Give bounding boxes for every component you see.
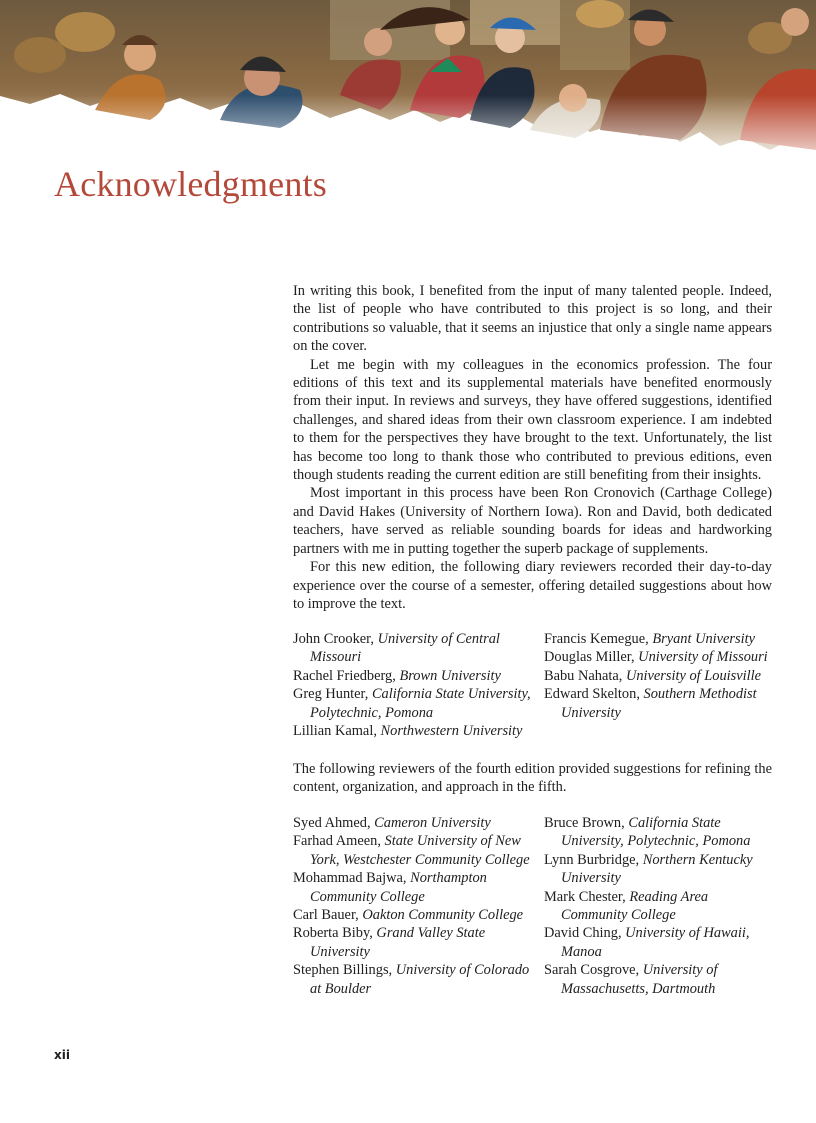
reviewer-affiliation: Grand Valley State University bbox=[310, 925, 486, 960]
reviewer-entry: David Ching, University of Hawaii, Manoa bbox=[544, 925, 750, 960]
reviewer-name: Bruce Brown bbox=[544, 815, 622, 831]
reviewer-entry: Mark Chester, Reading Area Community College bbox=[544, 888, 709, 924]
reviewer-name: David Ching bbox=[544, 925, 618, 942]
reviewers-column-left bbox=[293, 630, 544, 740]
market-scene-painting-icon bbox=[0, 0, 816, 175]
reviewer-entry: Mohammad Bajwa, Northampton Community College bbox=[293, 870, 487, 905]
reviewer-affiliation: Northern Kentucky University bbox=[561, 851, 753, 887]
reviewer-affiliation: Northampton Community College bbox=[310, 870, 487, 905]
reviewer-entry: Douglas Miller, University of Missouri bbox=[544, 649, 768, 666]
reviewer-affiliation: University of Hawaii, Manoa bbox=[561, 925, 750, 960]
reviewer-affiliation: University of Central Missouri bbox=[310, 631, 500, 666]
reviewer-name: Francis Kemegue bbox=[544, 631, 646, 647]
reviewer-affiliation: Reading Area Community College bbox=[561, 888, 709, 924]
reviewer-entry: Edward Skelton, Southern Methodist University bbox=[544, 686, 757, 721]
reviewer-affiliation: Cameron University bbox=[374, 815, 491, 831]
paragraph: For this new edition, the following diary reviewers recorded their day-to-day experience over the course of a semester, offering detailed suggestions about how to improve the text. bbox=[293, 559, 772, 612]
paragraph: In writing this book, I benefited from the input of many talented people. Indeed, the list of people who have contributed to this project is so long, and their contributions so valuable, that it seems an injustice that only a single name appears on the cover. bbox=[293, 283, 772, 355]
reviewer-affiliation: Bryant University bbox=[652, 631, 756, 647]
fourth-edition-reviewers-list bbox=[293, 814, 772, 998]
reviewer-entry: Stephen Billings, University of Colorado at Boulder bbox=[293, 962, 530, 997]
reviewer-name: Sarah Cosgrove bbox=[544, 962, 636, 979]
reviewer-name: Roberta Biby bbox=[293, 925, 370, 942]
reviewer-affiliation: California State University, Polytechnic, Pomona bbox=[310, 686, 531, 721]
reviewer-affiliation: Brown University bbox=[399, 667, 501, 684]
page-number: xii bbox=[54, 1048, 70, 1062]
fourth-edition-intro: The following reviewers of the fourth edition provided suggestions for refining the content, organization, and approach in the fifth. bbox=[293, 761, 772, 796]
reviewer-entry: Carl Bauer, Oakton Community College bbox=[293, 907, 524, 924]
reviewer-entry: Lynn Burbridge, Northern Kentucky University bbox=[544, 851, 753, 887]
reviewer-affiliation: Southern Methodist University bbox=[561, 686, 757, 721]
reviewers-column-right bbox=[544, 814, 772, 998]
reviewer-entry: John Crooker, University of Central Missouri bbox=[293, 631, 500, 666]
reviewer-name: Lynn Burbridge bbox=[544, 851, 636, 868]
reviewer-entry: Rachel Friedberg, Brown University bbox=[293, 667, 501, 684]
reviewer-entry: Sarah Cosgrove, University of Massachusetts, Dartmouth bbox=[544, 962, 718, 997]
reviewer-entry: Lillian Kamal, Northwestern University bbox=[293, 723, 523, 740]
reviewer-affiliation: Oakton Community College bbox=[362, 907, 524, 924]
reviewer-affiliation: University of Missouri bbox=[638, 649, 768, 666]
reviewer-entry: Babu Nahata, University of Louisville bbox=[544, 667, 762, 684]
reviewer-name: Farhad Ameen bbox=[293, 833, 378, 850]
reviewer-affiliation: State University of New York, Westchester Community College bbox=[310, 833, 530, 868]
reviewer-entry: Syed Ahmed, Cameron University bbox=[293, 815, 491, 831]
reviewer-entry: Bruce Brown, California State University, Polytechnic, Pomona bbox=[544, 815, 751, 850]
reviewer-name: Carl Bauer bbox=[293, 907, 356, 924]
reviewers-column-left bbox=[293, 814, 544, 998]
reviewer-affiliation: University of Colorado at Boulder bbox=[310, 962, 530, 997]
header-banner-image bbox=[0, 0, 816, 175]
paragraph: Most important in this process have been Ron Cronovich (Carthage College) and David Hakes (University of Northern Iowa). Ron and David, both dedicated teachers, have served as reliable sounding boards for ideas and hardworking partners with me in putting together the superb package of supplements. bbox=[293, 485, 772, 557]
page-title: Acknowledgments bbox=[54, 164, 327, 204]
reviewer-entry: Roberta Biby, Grand Valley State University bbox=[293, 925, 486, 960]
reviewer-name: Mohammad Bajwa bbox=[293, 870, 403, 887]
reviewer-entry: Greg Hunter, California State University, Polytechnic, Pomona bbox=[293, 686, 531, 721]
reviewer-affiliation: California State University, Polytechnic, Pomona bbox=[561, 815, 751, 850]
reviewer-name: Mark Chester bbox=[544, 888, 623, 905]
reviewer-name: Stephen Billings bbox=[293, 962, 389, 979]
intro-text bbox=[293, 282, 772, 613]
reviewer-name: John Crooker bbox=[293, 631, 371, 647]
reviewer-name: Lillian Kamal bbox=[293, 723, 374, 740]
reviewer-affiliation: Northwestern University bbox=[380, 723, 523, 740]
paragraph: Let me begin with my colleagues in the economics profession. The four editions of this text and its supplemental materials have benefited enormously from their input. In reviews and surveys, they have offered suggestions, identified challenges, and shared ideas from their own classroom experience. I am indebted to them for the perspectives they have brought to the text. Unfortunately, the list has become too long to thank those who contributed to previous editions, even though students reading the current edition are still benefiting from their insights. bbox=[293, 356, 772, 484]
reviewer-name: Greg Hunter bbox=[293, 686, 365, 703]
reviewer-entry: Francis Kemegue, Bryant University bbox=[544, 631, 756, 647]
reviewer-name: Babu Nahata bbox=[544, 667, 619, 684]
reviewer-name: Syed Ahmed bbox=[293, 815, 367, 831]
diary-reviewers-list bbox=[293, 630, 772, 740]
reviewer-entry: Farhad Ameen, State University of New York, Westchester Community College bbox=[293, 833, 530, 868]
reviewer-affiliation: University of Louisville bbox=[625, 667, 762, 684]
reviewers-column-right bbox=[544, 630, 772, 740]
reviewer-name: Rachel Friedberg bbox=[293, 667, 393, 684]
reviewer-name: Edward Skelton bbox=[544, 686, 637, 703]
reviewer-affiliation: University of Massachusetts, Dartmouth bbox=[561, 962, 718, 997]
reviewer-name: Douglas Miller bbox=[544, 649, 631, 666]
